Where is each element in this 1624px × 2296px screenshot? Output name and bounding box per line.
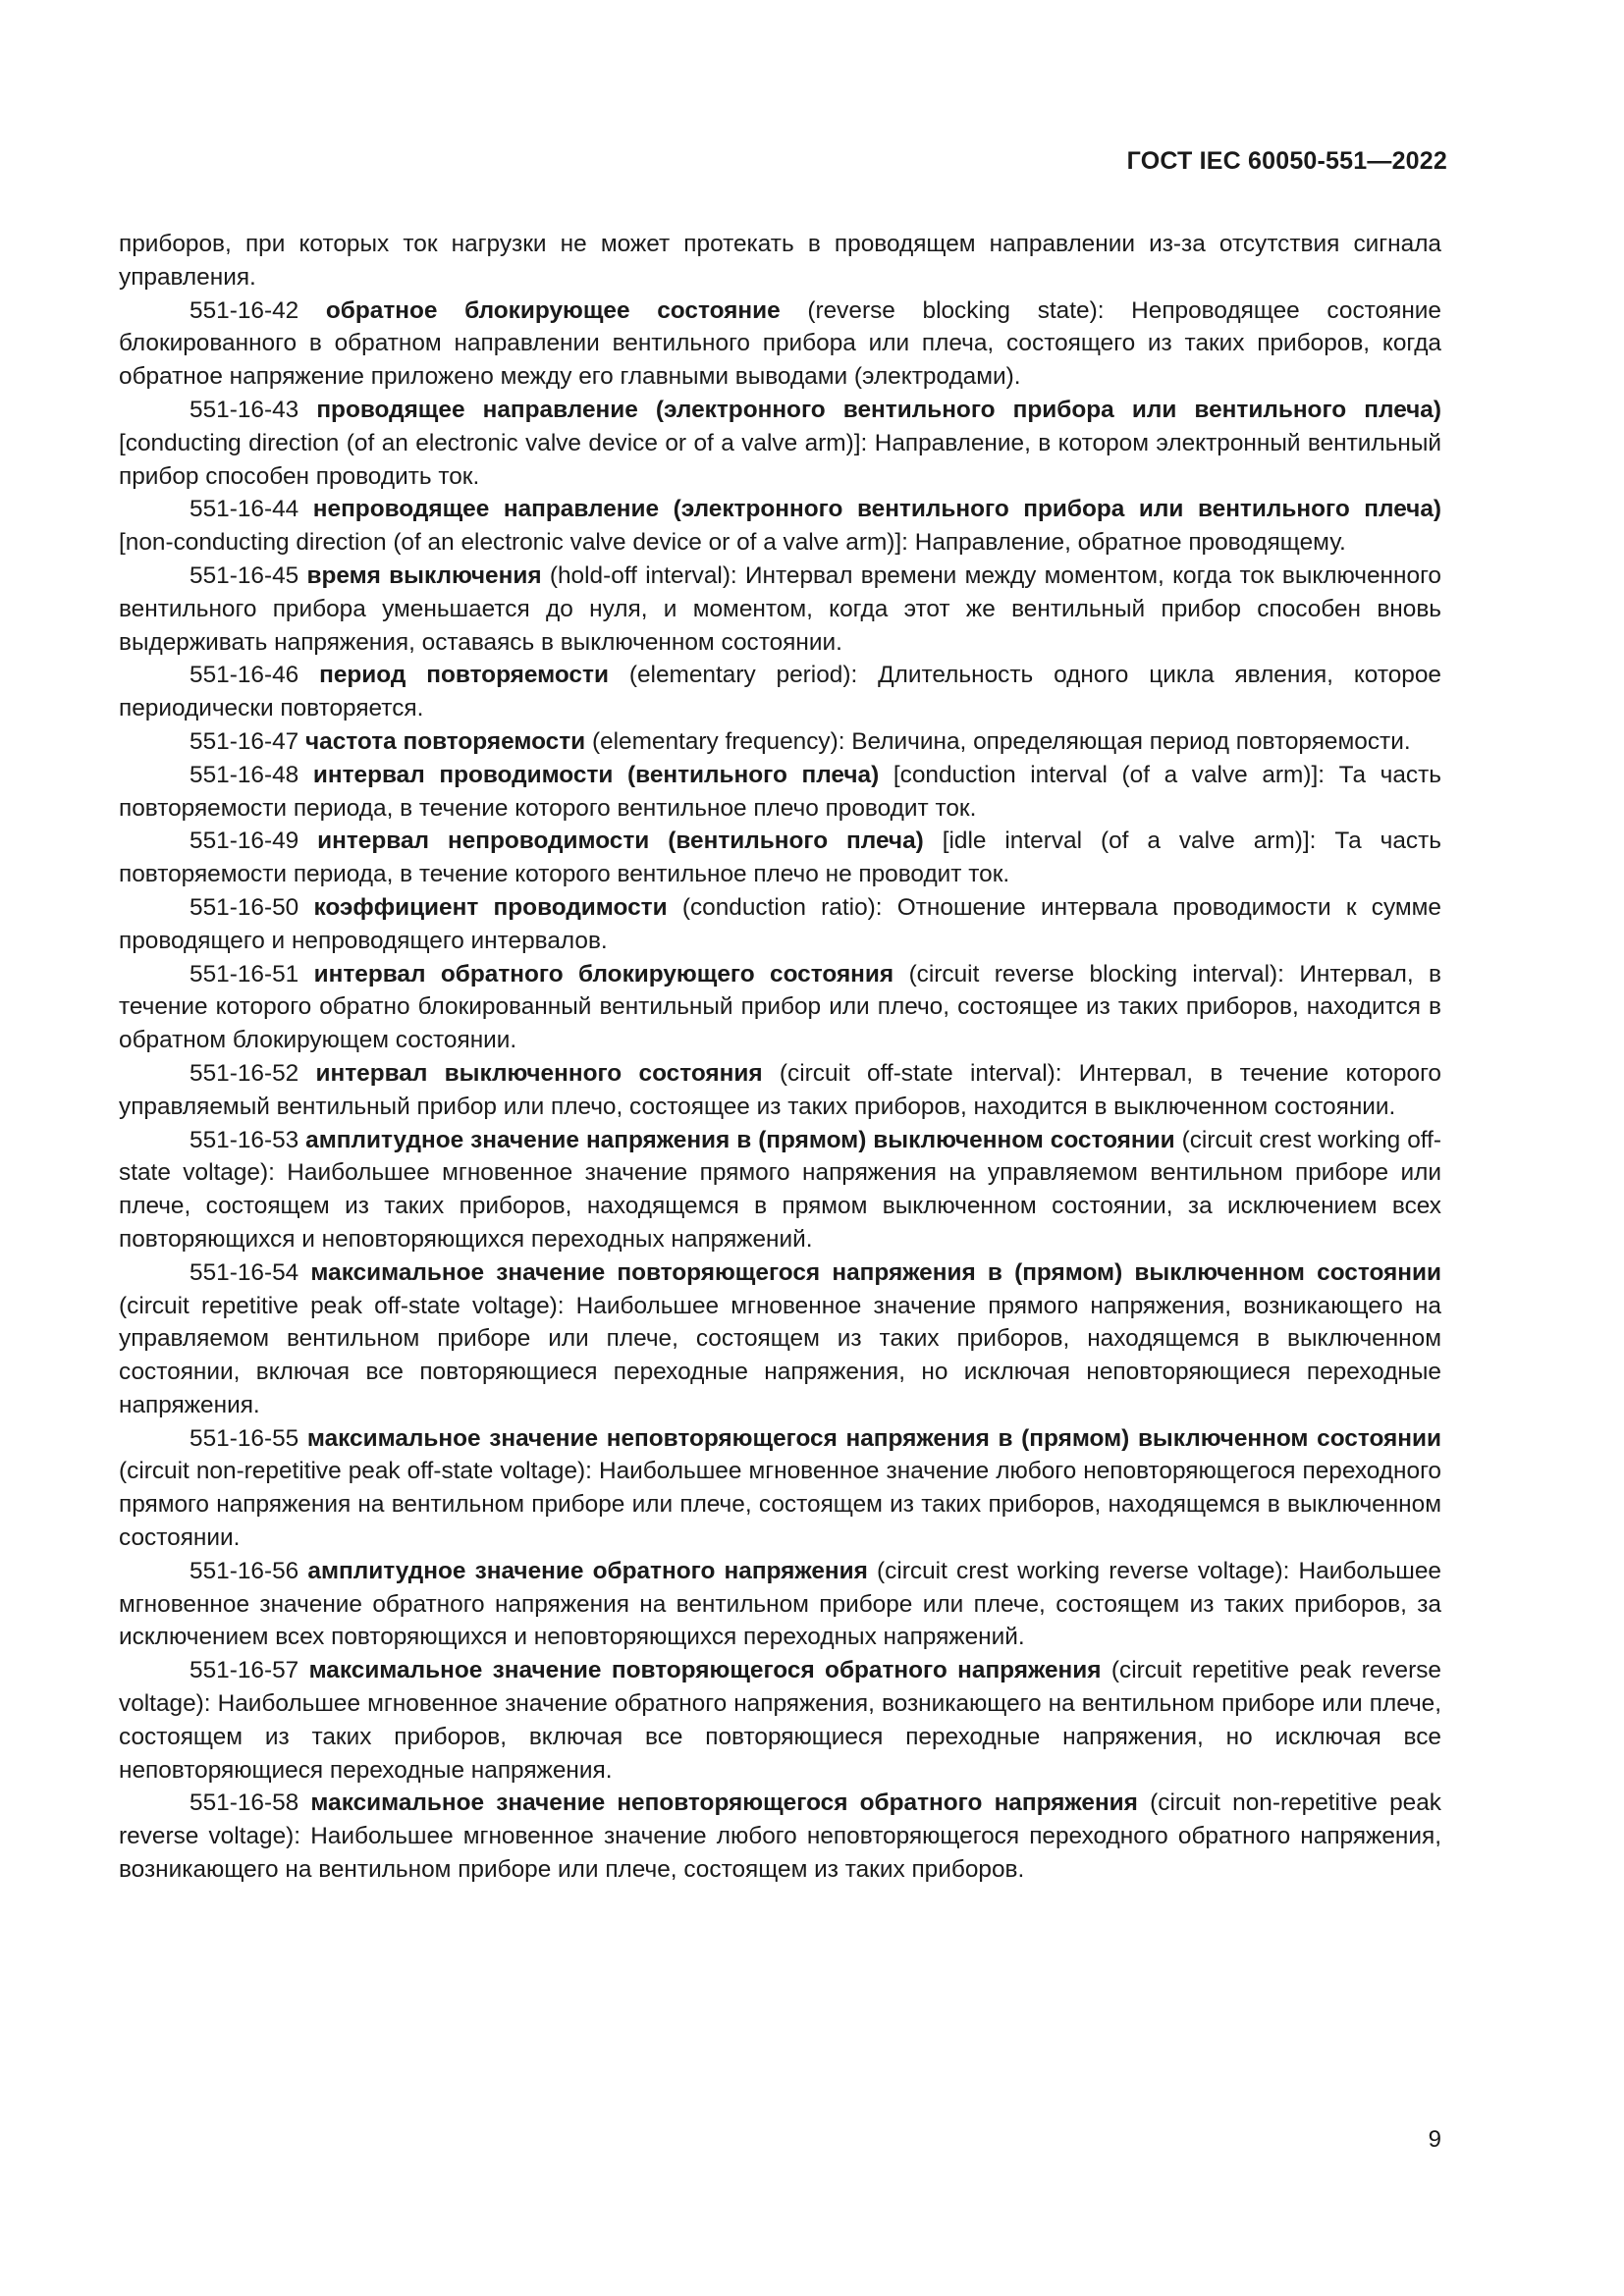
- term-definition: (circuit crest working reverse voltage): Наибольшее мгновенное значение обратного напряжения на вентильном приборе или плече, состоящем из таких приборов, за исключением всех повторяющихся и неповторяющихся переходных напряжений.: [119, 1557, 1441, 1651]
- term-definition: (circuit repetitive peak reverse voltage): Наибольшее мгновенное значение обратного напряжения, возникающего на вентильном приборе или плече, состоящем из таких приборов, включая все повторяющиеся переходные напряжения, но исключая все неповторяющиеся переходные напряжения.: [119, 1657, 1441, 1784]
- term-code: 551-16-46: [189, 662, 299, 689]
- term-code: 551-16-51: [189, 960, 299, 988]
- term-code: 551-16-55: [189, 1424, 299, 1452]
- term-name: частота повторяемости: [304, 727, 586, 755]
- term-entry: [119, 1124, 1441, 1256]
- term-definition: (circuit non-repetitive peak off-state voltage): Наибольшее мгновенное значение любого неповторяющегося переходного прямого напряжения на вентильном приборе или плече, состоящем из таких приборов, находящемся в выключенном состоянии.: [119, 1458, 1441, 1552]
- term-definition: [non-conducting direction (of an electronic valve device or of a valve arm)]: Направление, обратное проводящему.: [119, 529, 1346, 557]
- term-definition: [idle interval (of a valve arm)]: Та часть повторяемости периода, в течение которого вентильное плечо не проводит ток.: [119, 828, 1441, 888]
- term-definition: (circuit crest working off-state voltage): Наибольшее мгновенное значение прямого напряжения на управляемом вентильном приборе или плече, состоящем из таких приборов, находящемся в прямом выключенном состоянии, за исключением всех повторяющихся и неповторяющихся переходных напряжений.: [119, 1126, 1442, 1253]
- term-definition: [conduction interval (of a valve arm)]: Та часть повторяемости периода, в течение которого вентильное плечо проводит ток.: [119, 761, 1442, 822]
- term-name: максимальное значение неповторяющегося обратного напряжения: [310, 1789, 1138, 1817]
- term-entry: [119, 1256, 1441, 1422]
- term-code: 551-16-49: [189, 828, 299, 855]
- term-code: 551-16-45: [189, 561, 299, 589]
- term-code: 551-16-53: [189, 1126, 299, 1153]
- term-name: амплитудное значение обратного напряжения: [307, 1557, 868, 1584]
- term-entry: [119, 825, 1441, 891]
- term-definition: (circuit non-repetitive peak reverse voltage): Наибольшее мгновенное значение любого неповторяющегося переходного обратного напряжения, возникающего на вентильном приборе или плече, состоящем из таких приборов.: [119, 1789, 1442, 1884]
- term-code: 551-16-42: [189, 296, 299, 324]
- term-entry: [119, 1422, 1441, 1555]
- term-definition: (circuit off-state interval): Интервал, в течение которого управляемый вентильный прибор или плечо, состоящее из таких приборов, находится в выключенном состоянии.: [119, 1059, 1441, 1120]
- term-name: максимальное значение повторяющегося обратного напряжения: [308, 1657, 1102, 1684]
- term-code: 551-16-52: [189, 1059, 299, 1087]
- term-name: время выключения: [306, 561, 542, 589]
- term-entry: [119, 891, 1441, 958]
- term-definition: (circuit reverse blocking interval): Интервал, в течение которого обратно блокированный вентильный прибор или плечо, состоящее из таких приборов, находится в обратном блокирующем состоянии.: [119, 960, 1442, 1054]
- page-number: 9: [1428, 2126, 1441, 2153]
- term-name: проводящее направление (электронного вентильного прибора или вентильного плеча): [316, 396, 1441, 423]
- term-entry: [119, 1787, 1441, 1886]
- term-definition: (reverse blocking state): Непроводящее состояние блокированного в обратном направлении вентильного прибора или плеча, состоящего из таких приборов, когда обратное напряжение приложено между его главными выводами (электродами).: [119, 296, 1441, 391]
- term-name: непроводящее направление (электронного вентильного прибора или вентильного плеча): [312, 496, 1442, 523]
- term-code: 551-16-44: [189, 496, 299, 523]
- term-code: 551-16-47: [189, 727, 299, 755]
- document-body: [119, 228, 1441, 1887]
- term-name: период повторяемости: [319, 662, 609, 689]
- term-entry: [119, 560, 1441, 659]
- term-name: интервал непроводимости (вентильного плеча): [317, 828, 924, 855]
- term-name: обратное блокирующее состояние: [325, 296, 781, 324]
- term-code: 551-16-57: [189, 1657, 299, 1684]
- term-name: максимальное значение повторяющегося напряжения в (прямом) выключенном состоянии: [310, 1258, 1441, 1286]
- term-name: коэффициент проводимости: [313, 893, 668, 921]
- standard-designation: ГОСТ IEC 60050-551—2022: [1126, 147, 1447, 175]
- term-code: 551-16-58: [189, 1789, 299, 1817]
- term-code: 551-16-48: [189, 761, 299, 788]
- term-code: 551-16-54: [189, 1258, 299, 1286]
- term-definition: (elementary period): Длительность одного цикла явления, которое периодически повторяется.: [119, 662, 1441, 722]
- continuation-paragraph: приборов, при которых ток нагрузки не может протекать в проводящем направлении из-за отсутствия сигнала управления.: [119, 231, 1441, 291]
- term-name: амплитудное значение напряжения в (прямом) выключенном состоянии: [305, 1126, 1175, 1153]
- term-name: интервал проводимости (вентильного плеча): [312, 761, 880, 788]
- term-entry: [119, 958, 1441, 1057]
- term-entry: [119, 394, 1441, 493]
- term-code: 551-16-50: [189, 893, 299, 921]
- term-entry: [119, 1555, 1441, 1654]
- term-definition: (circuit repetitive peak off-state voltage): Наибольшее мгновенное значение прямого напряжения, возникающего на управляемом вентильном приборе или плече, состоящем из таких приборов, находящемся в выключенном состоянии, включая все повторяющиеся переходные напряжения, но исключая неповторяющиеся переходные напряжения.: [119, 1292, 1441, 1418]
- term-definition: (hold-off interval): Интервал времени между моментом, когда ток выключенного вентильного прибора уменьшается до нуля, и моментом, когда этот же вентильный прибор способен вновь выдерживать напряжения, оставаясь в выключенном состоянии.: [119, 561, 1441, 656]
- term-definition: [conducting direction (of an electronic valve device or of a valve arm)]: Направление, в котором электронный вентильный прибор способен проводить ток.: [119, 429, 1441, 490]
- term-definition: (elementary frequency): Величина, определяющая период повторяемости.: [591, 727, 1411, 755]
- term-name: максимальное значение неповторяющегося напряжения в (прямом) выключенном состоянии: [306, 1424, 1441, 1452]
- term-code: 551-16-56: [189, 1557, 299, 1584]
- term-entry: [119, 1057, 1441, 1124]
- term-entry: [119, 493, 1441, 560]
- term-name: интервал выключенного состояния: [315, 1059, 763, 1087]
- term-definition: (conduction ratio): Отношение интервала проводимости к сумме проводящего и непроводящего интервалов.: [119, 893, 1441, 954]
- term-entry: [119, 759, 1441, 826]
- term-name: интервал обратного блокирующего состояния: [313, 960, 894, 988]
- term-entry: [119, 294, 1441, 394]
- term-entry: [119, 725, 1441, 759]
- term-entry: [119, 1654, 1441, 1787]
- term-code: 551-16-43: [189, 396, 299, 423]
- term-entry: [119, 659, 1441, 725]
